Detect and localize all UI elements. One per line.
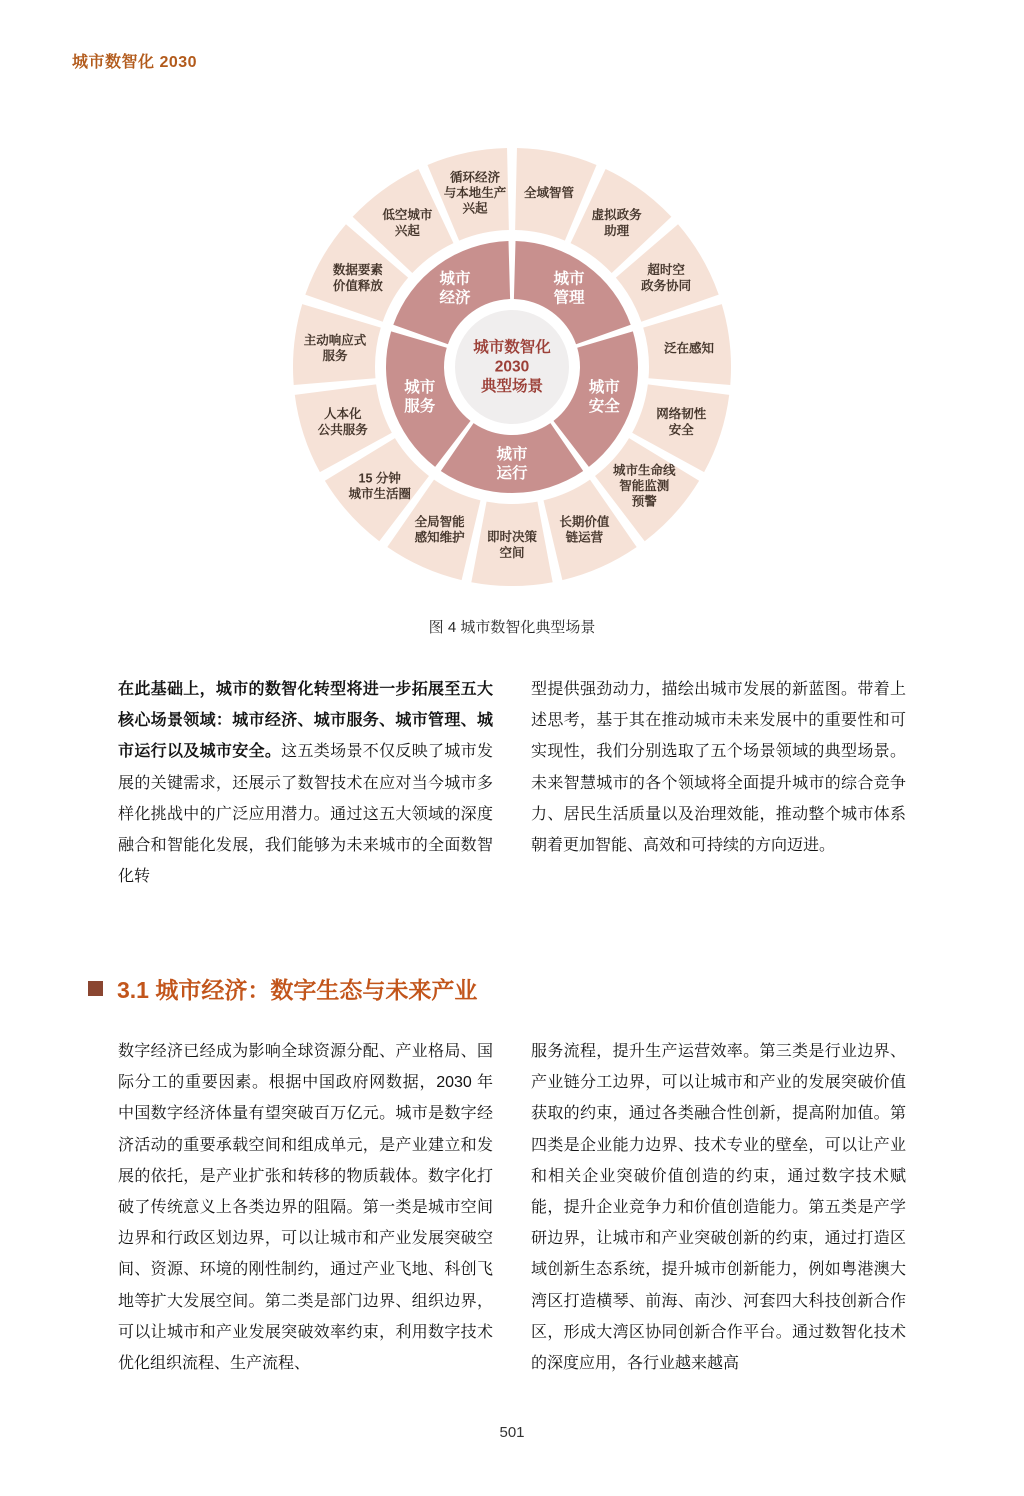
page-header: 城市数智化 2030: [72, 54, 198, 71]
wheel-label: 长期价值链运营: [559, 514, 610, 545]
wheel-label: 低空城市兴起: [382, 208, 433, 238]
intro-col-left-rest: 这五类场景不仅反映了城市发展的关键需求，还展示了数智技术在应对当今城市多样化挑战中的广泛应用潜力。通过这五大领域的深度融合和智能化发展，我们能够为未来城市的全面数智化转: [118, 743, 493, 886]
wheel-label: 即时决策空间: [486, 530, 538, 560]
wheel-label: 15 分钟城市生活圈: [348, 471, 411, 501]
wheel-label: 循环经济与本地生产兴起: [443, 170, 507, 216]
wheel-label: 虚拟政务助理: [591, 208, 642, 238]
wheel-label: 全局智能感知维护: [414, 514, 465, 545]
intro-col-left: [118, 674, 493, 892]
wheel-label: 城市经济: [439, 270, 471, 307]
wheel-label: 人本化公共服务: [317, 407, 368, 437]
wheel-label: 城市安全: [588, 378, 620, 416]
wheel-label: 网络韧性安全: [656, 407, 707, 437]
section-heading: [88, 972, 477, 1005]
wheel-label: 城市运行: [496, 445, 528, 483]
wheel-label: 泛在感知: [664, 341, 715, 356]
wheel-label: 城市服务: [404, 378, 436, 416]
intro-col-right: 型提供强劲动力，描绘出城市发展的新蓝图。带着上述思考，基于其在推动城市未来发展中的重要性和可实现性，我们分别选取了五个场景领域的典型场景。未来智慧城市的各个领域将全面提升城市的综合竞争力、居民生活质量以及治理效能，推动整个城市体系朝着更加智能、高效和可持续的方向迈进。: [531, 681, 906, 854]
wheel-label: 城市管理: [553, 270, 585, 307]
intro-bold-text: 在此基础上，城市的数智化转型将进一步拓展至五大核心场景领域：城市经济、城市服务、城市管理、城市运行以及城市安全。: [118, 681, 493, 761]
wheel-label: 超时空政务协同: [641, 263, 692, 293]
figure-caption: 图 4 城市数智化典型场景: [428, 619, 596, 636]
wheel-label: 城市生命线智能监测预警: [613, 463, 676, 509]
scenario-wheel-diagram: [277, 132, 747, 602]
section-col-left: 数字经济已经成为影响全球资源分配、产业格局、国际分工的重要因素。根据中国政府网数据，2030 年中国数字经济体量有望突破百万亿元。城市是数字经济活动的重要承载空间和组成单元，是产业建立和发展的依托，是产业扩张和转移的物质载体。数字化打破了传统意义上各类边界的阻隔。第一类是城市空间边界和行政区划边界，可以让城市和产业发展突破空间、资源、环境的刚性制约，通过产业飞地、科创飞地等扩大发展空间。第二类是部门边界、组织边界，可以让城市和产业发展突破效率约束，利用数字技术优化组织流程、生产流程、: [118, 1043, 493, 1372]
page-number: 501: [499, 1424, 525, 1441]
section-col-right: 服务流程，提升生产运营效率。第三类是行业边界、产业链分工边界，可以让城市和产业的发展突破价值获取的约束，通过各类融合性创新，提高附加值。第四类是企业能力边界、技术专业的壁垒，可以让产业和相关企业突破价值创造的约束，通过数字技术赋能，提升企业竞争力和价值创造能力。第五类是产学研边界，让城市和产业突破创新的约束，通过打造区域创新生态系统，提升城市创新能力，例如粤港澳大湾区打造横琴、前海、南沙、河套四大科技创新合作区，形成大湾区协同创新合作平台。通过数智化技术的深度应用，各行业越来越高: [531, 1043, 906, 1372]
wheel-label: 数据要素价值释放: [332, 263, 383, 293]
scenario-wheel-svg: [277, 132, 747, 602]
wheel-label: 城市数智化 2030 典型场景: [473, 339, 551, 395]
intro-paragraphs: [118, 674, 906, 892]
wheel-label: 全域智管: [524, 185, 575, 200]
section-bullet-icon: [88, 981, 103, 996]
section-paragraphs: [118, 1036, 906, 1379]
wheel-label: 主动响应式服务: [303, 333, 367, 364]
section-heading-text: 3.1 城市经济：数字生态与未来产业: [117, 977, 478, 1003]
